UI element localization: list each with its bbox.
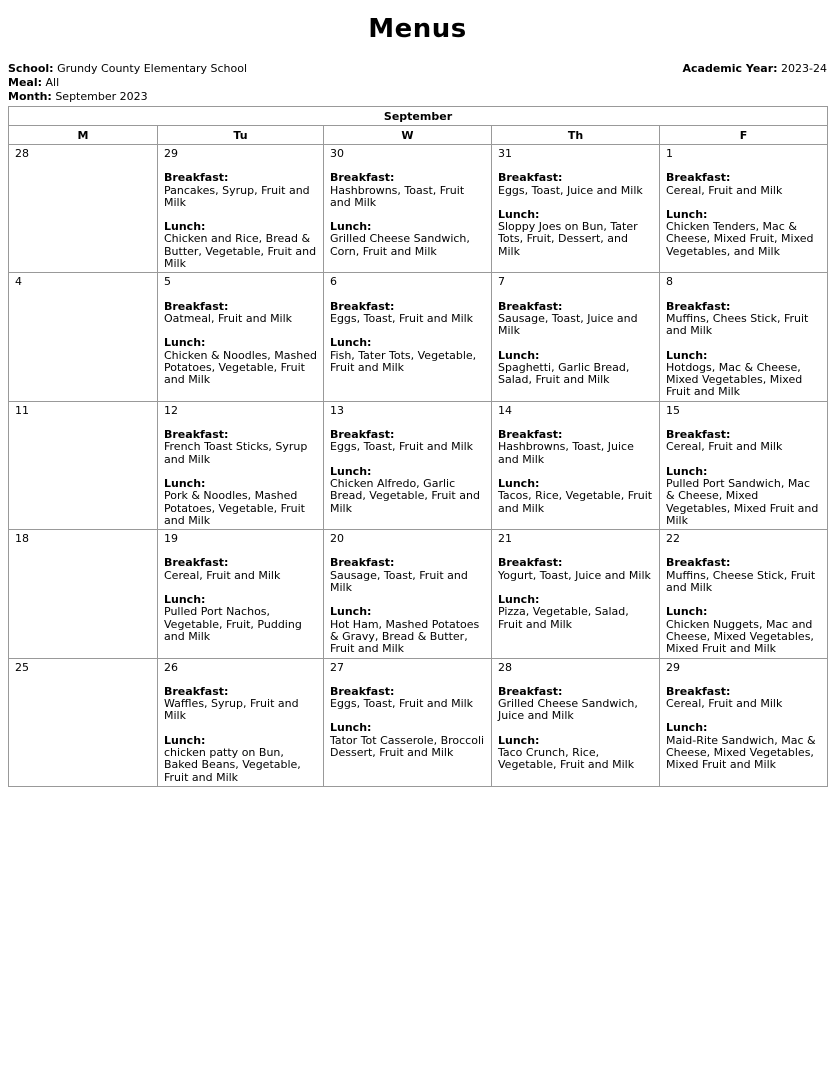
breakfast-menu: Hashbrowns, Toast, Fruit and Milk	[330, 183, 465, 209]
breakfast-menu: Cereal, Fruit and Milk	[666, 697, 783, 711]
breakfast-menu: Eggs, Toast, Fruit and Milk	[330, 697, 474, 711]
school-info	[8, 62, 247, 76]
day-cell	[324, 273, 492, 401]
weekday-header: F	[660, 126, 828, 145]
breakfast-menu: Cereal, Fruit and Milk	[164, 568, 281, 582]
lunch-menu: Pulled Port Sandwich, Mac & Cheese, Mixed Vegetables, Mixed Fruit and Milk	[666, 476, 819, 527]
breakfast-label: Breakfast:	[666, 684, 731, 698]
day-cell	[158, 530, 324, 658]
lunch-label: Lunch:	[164, 336, 206, 350]
day-number: 5	[164, 275, 171, 289]
breakfast-label: Breakfast:	[330, 428, 395, 442]
lunch-menu: Grilled Cheese Sandwich, Corn, Fruit and Milk	[330, 232, 470, 258]
academic-year-value: 2023-24	[781, 62, 827, 75]
calendar-week-row	[9, 401, 828, 529]
breakfast-menu: Eggs, Toast, Fruit and Milk	[330, 440, 474, 454]
breakfast-label: Breakfast:	[330, 556, 395, 570]
breakfast-label: Breakfast:	[666, 171, 731, 185]
lunch-label: Lunch:	[330, 220, 372, 234]
weekday-header: M	[9, 126, 158, 145]
page-title: Menus	[368, 14, 467, 44]
lunch-label: Lunch:	[330, 605, 372, 619]
breakfast-label: Breakfast:	[164, 684, 229, 698]
lunch-menu: Taco Crunch, Rice, Vegetable, Fruit and Milk	[498, 745, 635, 772]
academic-year-label: Academic Year:	[682, 62, 778, 75]
lunch-menu: Chicken and Rice, Bread & Butter, Vegetable, Fruit and Milk	[164, 232, 317, 271]
day-cell	[660, 145, 828, 273]
breakfast-menu: Yogurt, Toast, Juice and Milk	[498, 568, 651, 582]
breakfast-label: Breakfast:	[498, 556, 563, 570]
breakfast-label: Breakfast:	[330, 684, 395, 698]
breakfast-label: Breakfast:	[498, 171, 563, 185]
lunch-menu: Fish, Tater Tots, Vegetable, Fruit and Milk	[330, 348, 477, 374]
lunch-menu: Chicken & Noodles, Mashed Potatoes, Vegetable, Fruit and Milk	[164, 348, 317, 387]
lunch-menu: Chicken Nuggets, Mac and Cheese, Mixed Vegetables, Mixed Fruit and Milk	[666, 617, 814, 656]
lunch-label: Lunch:	[330, 464, 372, 478]
day-number: 6	[330, 275, 337, 289]
day-number: 14	[498, 403, 512, 417]
day-cell	[492, 273, 660, 401]
breakfast-label: Breakfast:	[498, 299, 563, 313]
day-number: 19	[164, 532, 178, 546]
day-number: 12	[164, 403, 178, 417]
calendar-body	[9, 145, 828, 787]
lunch-label: Lunch:	[666, 605, 708, 619]
breakfast-label: Breakfast:	[498, 684, 563, 698]
calendar-week-row	[9, 658, 828, 786]
day-cell	[158, 145, 324, 273]
lunch-menu: Chicken Tenders, Mac & Cheese, Mixed Fruit, Mixed Vegetables, and Milk	[666, 220, 814, 258]
weekday-header-row	[9, 126, 828, 145]
lunch-label: Lunch:	[498, 207, 540, 221]
breakfast-menu: Sausage, Toast, Fruit and Milk	[330, 568, 468, 595]
day-cell	[660, 401, 828, 529]
breakfast-menu: Sausage, Toast, Juice and Milk	[498, 311, 638, 338]
weekday-header: W	[324, 126, 492, 145]
breakfast-label: Breakfast:	[330, 299, 395, 313]
breakfast-menu: Waffles, Syrup, Fruit and Milk	[164, 697, 299, 723]
day-cell	[660, 273, 828, 401]
lunch-label: Lunch:	[498, 593, 540, 607]
day-number: 31	[498, 147, 512, 160]
breakfast-menu: Oatmeal, Fruit and Milk	[164, 311, 293, 325]
academic-year-info	[682, 62, 827, 76]
lunch-label: Lunch:	[164, 593, 206, 607]
day-cell	[158, 658, 324, 786]
day-cell	[9, 658, 158, 786]
breakfast-menu: Cereal, Fruit and Milk	[666, 440, 783, 454]
day-number: 27	[330, 660, 344, 674]
lunch-menu: Tator Tot Casserole, Broccoli Dessert, Fruit and Milk	[330, 733, 485, 759]
day-cell	[492, 145, 660, 273]
day-number: 29	[164, 147, 178, 160]
day-cell	[9, 530, 158, 658]
lunch-label: Lunch:	[330, 336, 372, 350]
calendar-week-row	[9, 145, 828, 273]
lunch-menu: Sloppy Joes on Bun, Tater Tots, Fruit, Dessert, and Milk	[498, 220, 638, 258]
day-number: 28	[15, 147, 29, 160]
lunch-label: Lunch:	[666, 207, 708, 221]
lunch-menu: Hot Ham, Mashed Potatoes & Gravy, Bread & Butter, Fruit and Milk	[330, 617, 480, 656]
lunch-menu: Pork & Noodles, Mashed Potatoes, Vegetable, Fruit and Milk	[164, 489, 305, 527]
day-cell	[158, 401, 324, 529]
breakfast-menu: Cereal, Fruit and Milk	[666, 183, 783, 197]
day-number: 26	[164, 660, 178, 674]
lunch-menu: Chicken Alfredo, Garlic Bread, Vegetable, Fruit and Milk	[330, 476, 480, 515]
breakfast-label: Breakfast:	[330, 171, 395, 185]
day-cell	[9, 401, 158, 529]
breakfast-label: Breakfast:	[164, 299, 229, 313]
breakfast-label: Breakfast:	[164, 171, 229, 185]
day-cell	[492, 530, 660, 658]
meal-spacer	[498, 338, 653, 350]
breakfast-menu: Muffins, Cheese Stick, Fruit and Milk	[666, 568, 816, 595]
day-cell	[158, 273, 324, 401]
meal-label: Meal:	[8, 76, 42, 89]
day-number: 13	[330, 403, 344, 417]
weekday-header: Tu	[158, 126, 324, 145]
day-cell	[9, 145, 158, 273]
breakfast-menu: Eggs, Toast, Fruit and Milk	[330, 311, 474, 325]
calendar-week-row	[9, 530, 828, 658]
day-number: 21	[498, 532, 512, 546]
lunch-menu: Pulled Port Nachos, Vegetable, Fruit, Pudding and Milk	[164, 605, 302, 643]
day-cell	[660, 530, 828, 658]
lunch-menu: Hotdogs, Mac & Cheese, Mixed Vegetables, Mixed Fruit and Milk	[666, 360, 803, 399]
meal-spacer	[666, 338, 821, 350]
day-number: 22	[666, 532, 680, 546]
day-number: 20	[330, 532, 344, 546]
calendar-month-header: September	[9, 107, 828, 126]
lunch-menu: Tacos, Rice, Vegetable, Fruit and Milk	[498, 489, 653, 515]
weekday-header: Th	[492, 126, 660, 145]
school-value: Grundy County Elementary School	[57, 62, 248, 75]
breakfast-menu: Grilled Cheese Sandwich, Juice and Milk	[498, 697, 638, 723]
lunch-label: Lunch:	[498, 348, 540, 362]
lunch-label: Lunch:	[666, 464, 708, 478]
day-cell	[660, 658, 828, 786]
lunch-label: Lunch:	[164, 220, 206, 234]
lunch-label: Lunch:	[666, 721, 708, 735]
day-cell	[324, 658, 492, 786]
school-label: School:	[8, 62, 54, 75]
lunch-label: Lunch:	[164, 476, 206, 490]
meal-spacer	[164, 723, 317, 735]
breakfast-label: Breakfast:	[164, 428, 229, 442]
lunch-menu: chicken patty on Bun, Baked Beans, Vegetable, Fruit and Milk	[164, 745, 301, 784]
month-label: Month:	[8, 90, 52, 103]
day-cell	[492, 658, 660, 786]
meal-info	[8, 76, 59, 90]
day-cell	[324, 145, 492, 273]
meal-value: All	[45, 76, 60, 89]
day-number: 25	[15, 660, 29, 674]
breakfast-label: Breakfast:	[666, 556, 731, 570]
lunch-menu: Maid-Rite Sandwich, Mac & Cheese, Mixed Vegetables, Mixed Fruit and Milk	[666, 733, 816, 772]
breakfast-label: Breakfast:	[498, 428, 563, 442]
breakfast-label: Breakfast:	[666, 428, 731, 442]
day-number: 8	[666, 275, 673, 289]
meal-spacer	[498, 723, 653, 735]
day-number: 28	[498, 660, 512, 674]
day-number: 4	[15, 275, 22, 289]
breakfast-label: Breakfast:	[164, 556, 229, 570]
day-cell	[492, 401, 660, 529]
day-number: 11	[15, 403, 29, 417]
day-cell	[9, 273, 158, 401]
breakfast-menu: Pancakes, Syrup, Fruit and Milk	[164, 183, 310, 209]
lunch-label: Lunch:	[666, 348, 708, 362]
lunch-menu: Pizza, Vegetable, Salad, Fruit and Milk	[498, 605, 629, 631]
lunch-label: Lunch:	[498, 476, 540, 490]
breakfast-menu: Hashbrowns, Toast, Juice and Milk	[498, 440, 634, 466]
day-number: 7	[498, 275, 505, 289]
meal-spacer	[330, 454, 485, 466]
breakfast-menu: Muffins, Chees Stick, Fruit and Milk	[666, 311, 809, 338]
calendar-week-row	[9, 273, 828, 401]
lunch-label: Lunch:	[330, 721, 372, 735]
menu-calendar	[8, 106, 828, 787]
day-cell	[324, 401, 492, 529]
month-info	[8, 90, 148, 104]
breakfast-label: Breakfast:	[666, 299, 731, 313]
day-number: 30	[330, 147, 344, 160]
breakfast-menu: French Toast Sticks, Syrup and Milk	[164, 440, 308, 466]
meal-spacer	[666, 454, 821, 466]
day-number: 1	[666, 147, 673, 160]
day-cell	[324, 530, 492, 658]
day-number: 18	[15, 532, 29, 546]
day-number: 29	[666, 660, 680, 674]
lunch-label: Lunch:	[498, 733, 540, 747]
month-value: September 2023	[55, 90, 148, 103]
day-number: 15	[666, 403, 680, 417]
breakfast-menu: Eggs, Toast, Juice and Milk	[498, 183, 643, 197]
lunch-label: Lunch:	[164, 733, 206, 747]
lunch-menu: Spaghetti, Garlic Bread, Salad, Fruit and Milk	[498, 360, 630, 387]
